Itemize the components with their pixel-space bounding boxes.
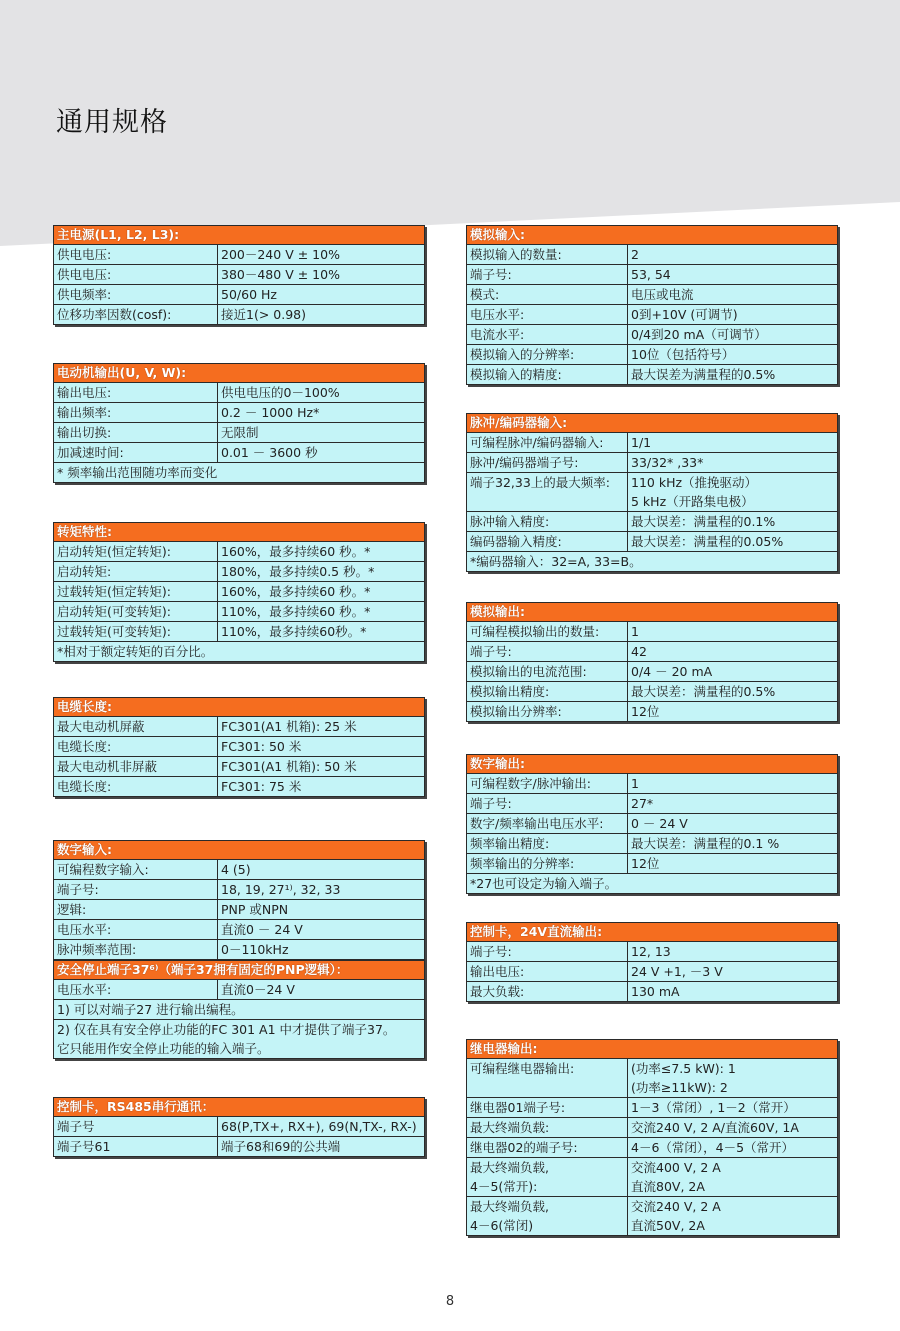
spec-value	[628, 365, 837, 384]
spec-value	[628, 453, 837, 472]
spec-row	[467, 642, 837, 662]
spec-label: 加减速时间:	[54, 443, 218, 462]
spec-value-line: 交流240 V, 2 A	[631, 1199, 721, 1214]
spec-value-line: 42	[631, 644, 647, 659]
spec-row	[54, 383, 424, 403]
spec-value	[628, 774, 837, 793]
spec-label: 最大终端负载:	[467, 1118, 628, 1137]
rs485-table	[53, 1097, 425, 1157]
spec-value	[628, 305, 837, 324]
spec-value	[218, 562, 424, 581]
spec-label: 启动转矩(恒定转矩):	[54, 542, 218, 561]
spec-value	[628, 473, 837, 511]
spec-value-line: 0到+10V (可调节)	[631, 307, 738, 322]
spec-value-line: 110 kHz（推挽驱动）	[631, 475, 758, 490]
spec-row	[467, 433, 837, 453]
spec-value	[628, 834, 837, 853]
spec-row	[467, 265, 837, 285]
spec-value-line: 10位（包括符号）	[631, 347, 735, 362]
spec-row	[54, 980, 424, 1000]
spec-value	[218, 737, 424, 756]
spec-row	[467, 942, 837, 962]
spec-label: 输出频率:	[54, 403, 218, 422]
spec-row	[467, 1059, 837, 1098]
spec-value-line: 110%，最多持续60 秒。*	[221, 604, 371, 619]
spec-label: 频率输出精度:	[467, 834, 628, 853]
spec-row	[467, 662, 837, 682]
spec-row	[467, 245, 837, 265]
spec-row	[54, 757, 424, 777]
spec-value	[218, 777, 424, 796]
footnote: *27也可设定为输入端子。	[470, 876, 618, 891]
spec-row	[54, 1117, 424, 1137]
spec-value-line: 160%，最多持续60 秒。*	[221, 544, 371, 559]
spec-label: 模拟输入的精度:	[467, 365, 628, 384]
spec-label: 电流水平:	[467, 325, 628, 344]
spec-value	[628, 265, 837, 284]
section-header: 模拟输出:	[467, 603, 837, 622]
spec-value	[218, 1117, 424, 1136]
spec-value-line: 110%，最多持续60秒。*	[221, 624, 367, 639]
spec-value	[218, 443, 424, 462]
spec-value	[628, 814, 837, 833]
spec-value	[218, 622, 424, 641]
section-header: 控制卡，24V直流输出:	[467, 923, 837, 942]
section-subheader: 安全停止端子37⁶⁾（端子37拥有固定的PNP逻辑）：	[54, 960, 424, 980]
spec-row	[467, 345, 837, 365]
spec-value	[628, 345, 837, 364]
spec-label: 供电频率:	[54, 285, 218, 304]
spec-label: 电压水平:	[54, 980, 218, 999]
spec-value-line: FC301(A1 机箱): 25 米	[221, 719, 357, 734]
spec-value-line: 24 V +1, －3 V	[631, 964, 723, 979]
spec-value	[628, 325, 837, 344]
spec-value	[218, 900, 424, 919]
spec-value-line: FC301(A1 机箱): 50 米	[221, 759, 357, 774]
spec-value-line: 直流0 － 24 V	[221, 922, 303, 937]
spec-value-line: 18, 19, 27¹⁾, 32, 33	[221, 882, 341, 897]
spec-label: 输出电压:	[467, 962, 628, 981]
spec-value	[218, 717, 424, 736]
spec-value	[218, 602, 424, 621]
spec-value	[218, 757, 424, 776]
motor-output-table	[53, 363, 425, 483]
spec-value	[628, 245, 837, 264]
spec-value	[628, 1118, 837, 1137]
footnote: 2) 仅在具有安全停止功能的FC 301 A1 中才提供了端子37。	[57, 1022, 396, 1037]
section-header: 数字输出:	[467, 755, 837, 774]
spec-label: 电缆长度:	[54, 777, 218, 796]
spec-value-line: 380－480 V ± 10%	[221, 267, 340, 282]
footnote: *相对于额定转矩的百分比。	[57, 644, 214, 659]
spec-label: 可编程数字输入:	[54, 860, 218, 879]
spec-row	[54, 443, 424, 463]
spec-label: 模拟输出精度:	[467, 682, 628, 701]
section-header: 数字输入:	[54, 841, 424, 860]
spec-row	[54, 1137, 424, 1156]
spec-row	[54, 920, 424, 940]
spec-label: 最大负载:	[467, 982, 628, 1001]
spec-row	[54, 265, 424, 285]
analog-input-table	[466, 225, 838, 385]
spec-label: 过载转矩(恒定转矩):	[54, 582, 218, 601]
spec-row	[54, 305, 424, 324]
spec-row	[54, 737, 424, 757]
spec-row	[467, 622, 837, 642]
spec-value-line: 4－6（常闭），4－5（常开）	[631, 1140, 795, 1155]
spec-value-line: 无限制	[221, 425, 259, 440]
digital-output-table	[466, 754, 838, 894]
spec-row	[54, 245, 424, 265]
spec-value-line: 供电电压的0－100%	[221, 385, 340, 400]
spec-value-line: 12位	[631, 856, 660, 871]
spec-value	[628, 662, 837, 681]
spec-value-line: 1	[631, 776, 639, 791]
spec-label: 模拟输出的电流范围:	[467, 662, 628, 681]
spec-value-line: 交流240 V, 2 A/直流60V, 1A	[631, 1120, 799, 1135]
pulse-input-table	[466, 413, 838, 572]
spec-row	[54, 880, 424, 900]
spec-value-line: 33/32* ,33*	[631, 455, 704, 470]
page-title: 通用规格	[56, 107, 168, 138]
spec-label: 逻辑:	[54, 900, 218, 919]
spec-row	[467, 1098, 837, 1118]
spec-label: 最大电动机非屏蔽	[54, 757, 218, 776]
section-header: 脉冲/编码器输入:	[467, 414, 837, 433]
spec-label: 端子号	[54, 1117, 218, 1136]
spec-label: 启动转矩(可变转矩):	[54, 602, 218, 621]
spec-label: 脉冲输入精度:	[467, 512, 628, 531]
spec-label: 数字/频率输出电压水平:	[467, 814, 628, 833]
spec-value-line: 1－3（常闭）, 1－2（常开）	[631, 1100, 796, 1115]
spec-value-line: 53, 54	[631, 267, 671, 282]
spec-label: 供电电压:	[54, 245, 218, 264]
spec-row	[467, 854, 837, 874]
spec-value-line: 200－240 V ± 10%	[221, 247, 340, 262]
spec-value	[218, 423, 424, 442]
spec-row	[54, 717, 424, 737]
spec-label: 端子32,33上的最大频率:	[467, 473, 628, 511]
spec-value	[628, 622, 837, 641]
spec-value	[628, 512, 837, 531]
spec-label: 电缆长度:	[54, 737, 218, 756]
spec-row	[54, 285, 424, 305]
analog-output-table	[466, 602, 838, 722]
spec-value	[218, 582, 424, 601]
spec-row	[467, 305, 837, 325]
spec-value-line: 1	[631, 624, 639, 639]
torque-table	[53, 522, 425, 662]
section-header: 控制卡，RS485串行通讯：	[54, 1098, 424, 1117]
dc-output-table	[466, 922, 838, 1002]
spec-label: 模式:	[467, 285, 628, 304]
spec-row	[54, 602, 424, 622]
spec-value-line: 180%，最多持续0.5 秒。*	[221, 564, 375, 579]
spec-value-line: 最大误差：满量程的0.5%	[631, 684, 776, 699]
footnote: 它只能用作安全停止功能的输入端子。	[57, 1041, 270, 1056]
spec-row	[467, 682, 837, 702]
spec-row	[467, 774, 837, 794]
page-number: 8	[445, 1294, 455, 1309]
spec-label: 输出电压:	[54, 383, 218, 402]
spec-value-line: 最大误差：满量程的0.05%	[631, 534, 784, 549]
spec-value-line: 12位	[631, 704, 660, 719]
spec-label: 继电器01端子号:	[467, 1098, 628, 1117]
spec-value-line: 0.01 － 3600 秒	[221, 445, 318, 460]
spec-value	[218, 542, 424, 561]
spec-row	[54, 860, 424, 880]
spec-value-line: 直流0－24 V	[221, 982, 295, 997]
spec-value	[628, 1197, 837, 1235]
spec-row	[54, 542, 424, 562]
spec-value	[628, 532, 837, 551]
footnote: * 频率输出范围随功率而变化	[57, 465, 218, 480]
spec-value-line: 直流50V, 2A	[631, 1218, 705, 1233]
spec-value-line: PNP 或NPN	[221, 902, 289, 917]
spec-value-line: (功率≤7.5 kW): 1	[631, 1061, 736, 1076]
spec-label: 可编程数字/脉冲输出:	[467, 774, 628, 793]
spec-label: 启动转矩:	[54, 562, 218, 581]
spec-value-line: 最大误差：满量程的0.1 %	[631, 836, 780, 851]
spec-value-line: 直流80V, 2A	[631, 1179, 705, 1194]
section-header: 主电源(L1, L2, L3):	[54, 226, 424, 245]
spec-label: 脉冲频率范围:	[54, 940, 218, 959]
spec-label: 端子号:	[467, 794, 628, 813]
spec-value-line: 0/4 － 20 mA	[631, 664, 713, 679]
spec-row	[54, 403, 424, 423]
spec-label: 可编程脉冲/编码器输入:	[467, 433, 628, 452]
spec-value-line: FC301: 75 米	[221, 779, 302, 794]
spec-value	[218, 285, 424, 304]
spec-row	[54, 777, 424, 796]
spec-label: 脉冲/编码器端子号:	[467, 453, 628, 472]
spec-value-line: 最大误差为满量程的0.5%	[631, 367, 776, 382]
spec-label: 端子号:	[467, 942, 628, 961]
spec-value	[628, 702, 837, 721]
spec-row	[467, 1197, 837, 1235]
spec-label: 过载转矩(可变转矩):	[54, 622, 218, 641]
spec-row	[467, 285, 837, 305]
spec-label: 继电器02的端子号:	[467, 1138, 628, 1157]
spec-row	[467, 982, 837, 1001]
spec-value	[628, 1059, 837, 1097]
spec-label: 位移功率因数(cosf):	[54, 305, 218, 324]
spec-value-line: 4 (5)	[221, 862, 251, 877]
spec-value	[218, 383, 424, 402]
spec-value-line: 2	[631, 247, 639, 262]
spec-value	[218, 305, 424, 324]
spec-label: 模拟输入的数量:	[467, 245, 628, 264]
spec-value-line: 50/60 Hz	[221, 287, 277, 302]
spec-label: 可编程继电器输出:	[467, 1059, 628, 1097]
spec-value-line: 130 mA	[631, 984, 680, 999]
spec-row	[467, 325, 837, 345]
spec-value-line: 最大误差：满量程的0.1%	[631, 514, 776, 529]
mains-table	[53, 225, 425, 325]
spec-row	[467, 702, 837, 721]
spec-row	[54, 582, 424, 602]
spec-row	[467, 512, 837, 532]
spec-row	[54, 940, 424, 960]
spec-label: 可编程模拟输出的数量:	[467, 622, 628, 641]
spec-value	[218, 880, 424, 899]
spec-row	[467, 1138, 837, 1158]
spec-label: 供电电压:	[54, 265, 218, 284]
spec-value-line: 电压或电流	[631, 287, 694, 302]
spec-row	[467, 473, 837, 512]
spec-label: 端子号:	[467, 265, 628, 284]
spec-label: 最大电动机屏蔽	[54, 717, 218, 736]
spec-label: 电压水平:	[54, 920, 218, 939]
spec-value	[628, 942, 837, 961]
spec-value	[628, 682, 837, 701]
spec-value	[628, 1158, 837, 1196]
spec-value	[628, 1138, 837, 1157]
spec-row	[54, 622, 424, 642]
spec-value	[628, 642, 837, 661]
spec-label: 端子号:	[54, 880, 218, 899]
spec-value	[218, 245, 424, 264]
spec-label: 编码器输入精度:	[467, 532, 628, 551]
spec-value	[218, 980, 424, 999]
spec-row	[467, 962, 837, 982]
spec-value-line: 交流400 V, 2 A	[631, 1160, 721, 1175]
spec-label: 最大终端负载, 4－6(常闭)	[467, 1197, 628, 1235]
spec-value-line: 端子68和69的公共端	[221, 1139, 341, 1154]
spec-row	[467, 1118, 837, 1138]
spec-value	[628, 962, 837, 981]
spec-value-line: 5 kHz（开路集电极）	[631, 494, 754, 509]
spec-label: 模拟输入的分辨率:	[467, 345, 628, 364]
section-header: 电缆长度:	[54, 698, 424, 717]
spec-value-line: 0/4到20 mA（可调节）	[631, 327, 767, 342]
relay-output-table	[466, 1039, 838, 1236]
spec-value-line: 0 － 24 V	[631, 816, 688, 831]
spec-row	[467, 1158, 837, 1197]
footnote: *编码器输入：32=A, 33=B。	[470, 554, 642, 569]
spec-value	[628, 285, 837, 304]
spec-value-line: 68(P,TX+, RX+), 69(N,TX-, RX-)	[221, 1119, 417, 1134]
spec-row	[467, 814, 837, 834]
section-header: 继电器输出:	[467, 1040, 837, 1059]
spec-value-line: FC301: 50 米	[221, 739, 302, 754]
section-header: 模拟输入:	[467, 226, 837, 245]
spec-row	[467, 794, 837, 814]
spec-value	[218, 403, 424, 422]
spec-label: 频率输出的分辨率:	[467, 854, 628, 873]
spec-label: 模拟输出分辨率:	[467, 702, 628, 721]
spec-label: 最大终端负载, 4－5(常开):	[467, 1158, 628, 1196]
spec-value-line: 27*	[631, 796, 654, 811]
spec-label: 端子号61	[54, 1137, 218, 1156]
spec-value-line: 12, 13	[631, 944, 671, 959]
spec-value	[218, 940, 424, 959]
spec-value-line: 0－110kHz	[221, 942, 289, 957]
section-header: 电动机输出(U, V, W):	[54, 364, 424, 383]
spec-row	[54, 423, 424, 443]
section-header: 转矩特性:	[54, 523, 424, 542]
spec-value	[628, 982, 837, 1001]
spec-row	[467, 834, 837, 854]
spec-value-line: 接近1(> 0.98)	[221, 307, 306, 322]
spec-value	[628, 854, 837, 873]
spec-value	[218, 920, 424, 939]
spec-row	[467, 453, 837, 473]
spec-row	[467, 365, 837, 384]
spec-label: 电压水平:	[467, 305, 628, 324]
spec-value	[628, 794, 837, 813]
spec-row	[54, 900, 424, 920]
spec-label: 输出切换:	[54, 423, 218, 442]
spec-value	[628, 433, 837, 452]
spec-value	[218, 860, 424, 879]
spec-label: 端子号:	[467, 642, 628, 661]
spec-value	[628, 1098, 837, 1117]
spec-value-line: 0.2 － 1000 Hz*	[221, 405, 320, 420]
spec-value-line: 1/1	[631, 435, 652, 450]
digital-input-table	[53, 840, 425, 1059]
spec-value-line: (功率≥11kW): 2	[631, 1080, 728, 1095]
spec-value	[218, 265, 424, 284]
spec-value	[218, 1137, 424, 1156]
spec-value-line: 160%，最多持续60 秒。*	[221, 584, 371, 599]
spec-row	[467, 532, 837, 552]
spec-row	[54, 562, 424, 582]
footnote: 1) 可以对端子27 进行输出编程。	[54, 1000, 424, 1020]
cable-length-table	[53, 697, 425, 797]
